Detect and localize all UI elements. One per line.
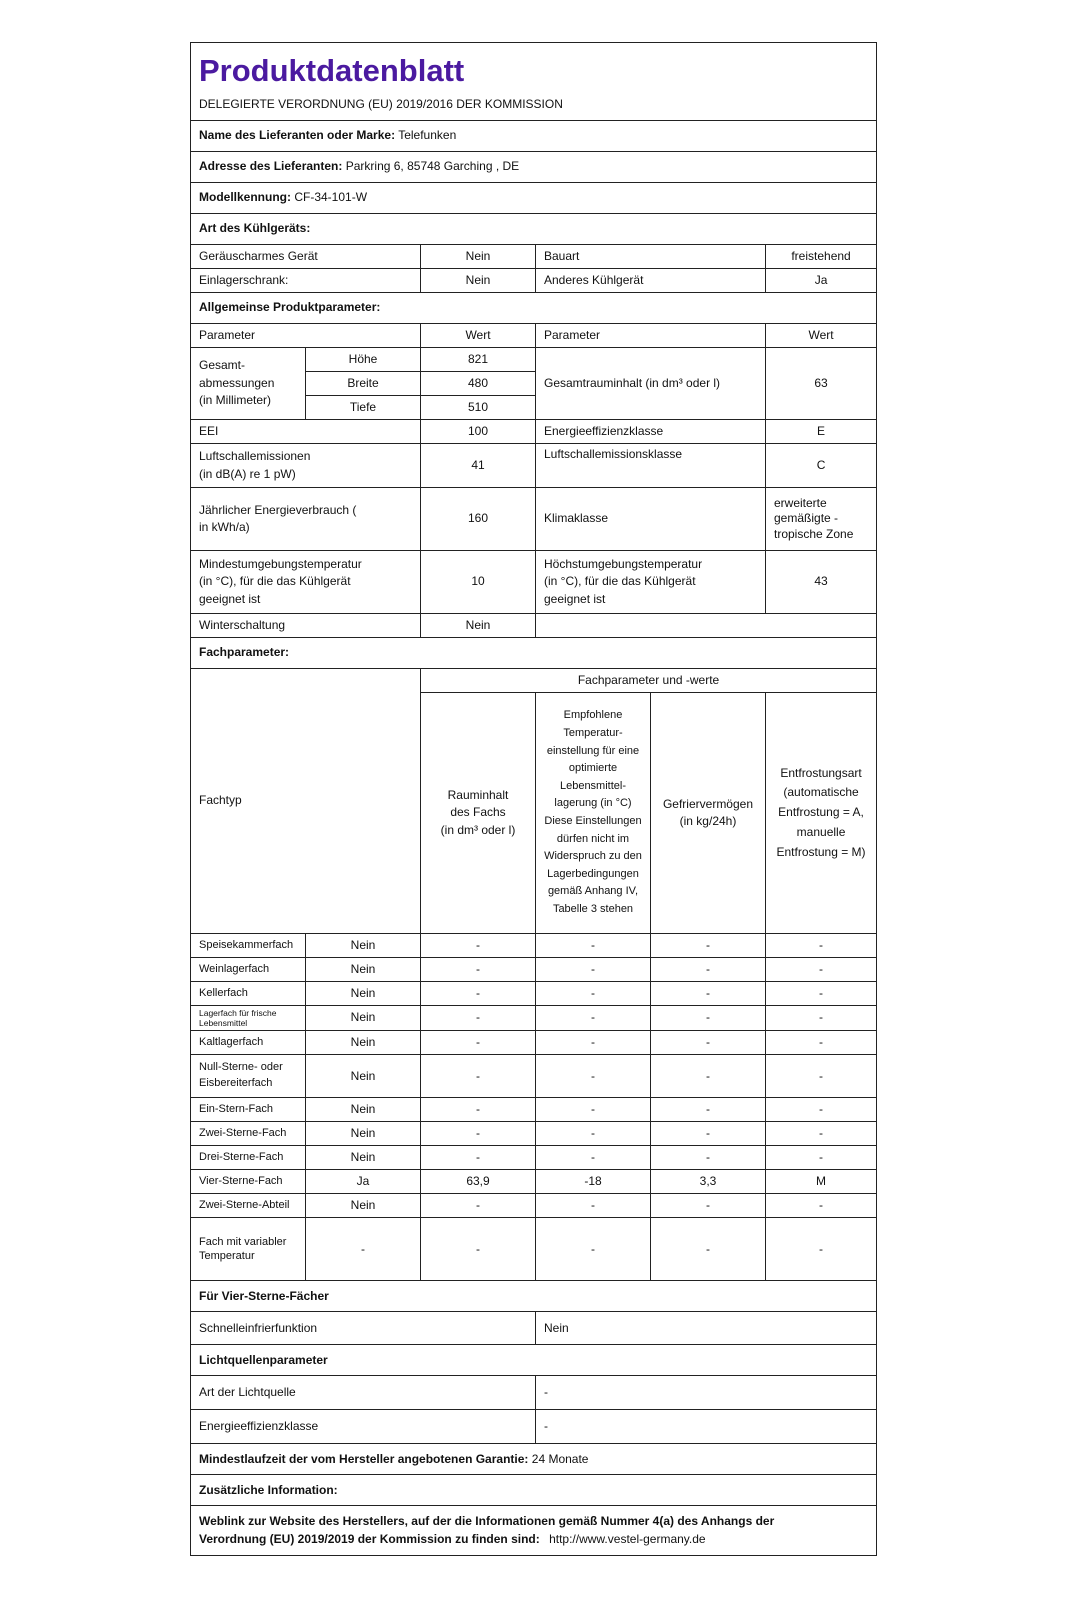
min-temp-label-line: Mindestumgebungstemperatur	[199, 556, 362, 571]
energy-class-label: Energieeffizienzklasse	[536, 420, 766, 444]
compartment-name-line: Lagerfach für frische	[199, 1008, 277, 1018]
compartment-freeze: -	[651, 1031, 766, 1055]
col-temp-header	[536, 693, 651, 934]
dimensions-label-line: abmessungen	[199, 375, 275, 390]
width-value: 480	[421, 372, 536, 396]
supplier-row	[191, 121, 877, 152]
min-temp-label	[191, 551, 421, 614]
noise-label	[191, 444, 421, 488]
compartment-name	[191, 1218, 306, 1281]
climate-class-label: Klimaklasse	[536, 488, 766, 551]
compartment-freeze: -	[651, 1006, 766, 1031]
depth-label: Tiefe	[306, 396, 421, 420]
additional-info-heading: Zusätzliche Information:	[191, 1475, 877, 1506]
min-temp-value: 10	[421, 551, 536, 614]
compartment-defrost: -	[766, 1031, 877, 1055]
compartment-defrost: -	[766, 958, 877, 982]
col-freeze-header	[651, 693, 766, 934]
light-heading: Lichtquellenparameter	[191, 1345, 877, 1376]
compartment-defrost: -	[766, 1194, 877, 1218]
compartment-freeze: -	[651, 1098, 766, 1122]
compartment-name: Kaltlagerfach	[191, 1031, 306, 1055]
weblink-url[interactable]: http://www.vestel-germany.de	[549, 1531, 706, 1546]
compartment-name: Vier-Sterne-Fach	[191, 1170, 306, 1194]
warranty-row	[191, 1444, 877, 1475]
col-defrost-header	[766, 693, 877, 934]
compartment-present: Nein	[306, 1006, 421, 1031]
col-value-1: Wert	[421, 324, 536, 348]
min-temp-label-line: (in °C), für die das Kühlgerät	[199, 574, 351, 589]
compartment-volume: -	[421, 1031, 536, 1055]
dimensions-label	[191, 348, 306, 420]
other-appliance-value: Ja	[766, 269, 877, 293]
supplier-label: Name des Lieferanten oder Marke:	[199, 128, 396, 143]
compartment-volume: -	[421, 982, 536, 1006]
model-row	[191, 183, 877, 214]
warranty-label: Mindestlaufzeit der vom Hersteller angebotenen Garantie:	[199, 1451, 529, 1466]
supplier-value: Telefunken	[398, 128, 457, 143]
model-label: Modellkennung:	[199, 190, 291, 205]
compartment-name: Speisekammerfach	[191, 934, 306, 958]
compartment-volume: -	[421, 1146, 536, 1170]
compartment-temp: -	[536, 934, 651, 958]
compartment-name: Zwei-Sterne-Abteil	[191, 1194, 306, 1218]
compartment-present: Nein	[306, 958, 421, 982]
compartment-defrost: -	[766, 982, 877, 1006]
col-value-2: Wert	[766, 324, 877, 348]
weblink-label-line: Weblink zur Website des Herstellers, auf der die Informationen gemäß Nummer 4(a) des Anhangs der	[199, 1514, 775, 1529]
header-line: Lebensmittel-	[559, 779, 627, 792]
max-temp-label	[536, 551, 766, 614]
header-line: Entfrostung = A,	[778, 805, 864, 820]
header-line: Empfohlene	[563, 709, 623, 722]
compartment-name-line: Eisbereiterfach	[199, 1077, 273, 1090]
table-row	[191, 1006, 877, 1031]
header-line: einstellung für eine	[546, 744, 640, 757]
device-type-heading: Art des Kühlgeräts:	[191, 214, 877, 245]
max-temp-label-line: Höchstumgebungstemperatur	[544, 556, 703, 571]
compartment-temp: -	[536, 1098, 651, 1122]
max-temp-label-line: geeignet ist	[544, 591, 606, 606]
noise-label-line: (in dB(A) re 1 pW)	[199, 466, 296, 481]
compartment-name: Ein-Stern-Fach	[191, 1098, 306, 1122]
wine-storage-label: Einlagerschrank:	[191, 269, 421, 293]
header-line: Lagerbedingungen	[547, 867, 639, 880]
compartment-present: Nein	[306, 934, 421, 958]
model-value: CF-34-101-W	[294, 190, 368, 205]
table-row	[191, 934, 877, 958]
winter-switch-value: Nein	[421, 614, 536, 638]
col-volume-header	[421, 693, 536, 934]
eei-label: EEI	[191, 420, 421, 444]
warranty-value: 24 Monate	[531, 1451, 589, 1466]
compartment-freeze: 3,3	[651, 1170, 766, 1194]
compartment-volume: 63,9	[421, 1170, 536, 1194]
dimensions-label-line: Gesamt-	[199, 358, 246, 373]
header-line: lagerung (in °C)	[554, 797, 632, 810]
compartment-freeze: -	[651, 1122, 766, 1146]
compartment-temp: -	[536, 1006, 651, 1031]
table-row	[191, 1031, 877, 1055]
annual-energy-label	[191, 488, 421, 551]
table-row	[191, 1146, 877, 1170]
header-cell	[191, 43, 877, 121]
width-label: Breite	[306, 372, 421, 396]
table-row	[191, 1170, 877, 1194]
header-line: (in kg/24h)	[679, 814, 737, 828]
climate-class-line: tropische Zone	[774, 526, 854, 541]
header-line: (automatische	[783, 785, 859, 800]
compartment-present: Nein	[306, 1055, 421, 1098]
compartment-present: Nein	[306, 1031, 421, 1055]
climate-class-line: gemäßigte -	[774, 511, 839, 526]
max-temp-value: 43	[766, 551, 877, 614]
table-row	[191, 1098, 877, 1122]
eei-value: 100	[421, 420, 536, 444]
compartment-name: Weinlagerfach	[191, 958, 306, 982]
compartment-present: Nein	[306, 1122, 421, 1146]
compartment-defrost: -	[766, 1055, 877, 1098]
dimensions-label-line: (in Millimeter)	[199, 393, 271, 408]
compartment-group-header: Fachparameter und -werte	[421, 669, 877, 693]
compartment-name-line: Fach mit variabler	[199, 1235, 287, 1248]
compartment-volume: -	[421, 934, 536, 958]
address-row	[191, 152, 877, 183]
header-line: Rauminhalt	[447, 787, 509, 802]
table-row	[191, 1194, 877, 1218]
header-line: Entfrostungsart	[780, 765, 862, 780]
compartment-present: Nein	[306, 1098, 421, 1122]
compartment-defrost: -	[766, 934, 877, 958]
compartment-freeze: -	[651, 934, 766, 958]
compartment-temp: -	[536, 1031, 651, 1055]
compartment-volume: -	[421, 1006, 536, 1031]
compartment-name-line: Temperatur	[199, 1250, 255, 1263]
header-line: optimierte	[568, 762, 618, 775]
table-row	[191, 982, 877, 1006]
compartment-freeze: -	[651, 982, 766, 1006]
table-row	[191, 1218, 877, 1281]
four-star-heading: Für Vier-Sterne-Fächer	[191, 1281, 877, 1312]
table-row	[191, 1122, 877, 1146]
compartment-temp: -	[536, 1194, 651, 1218]
quick-freeze-value: Nein	[536, 1312, 877, 1345]
empty-cell	[536, 614, 877, 638]
regulation-subtitle: DELEGIERTE VERORDNUNG (EU) 2019/2016 DER KOMMISSION	[199, 96, 563, 111]
low-noise-value: Nein	[421, 245, 536, 269]
compartment-present: -	[306, 1218, 421, 1281]
annual-energy-label-line: Jährlicher Energieverbrauch (	[199, 502, 357, 517]
compartment-volume: -	[421, 1218, 536, 1281]
noise-label-line: Luftschallemissionen	[199, 449, 311, 464]
header-line: des Fachs	[450, 805, 506, 820]
light-type-value: -	[536, 1376, 877, 1410]
quick-freeze-label: Schnelleinfrierfunktion	[191, 1312, 536, 1345]
design-value: freistehend	[766, 245, 877, 269]
climate-class-value	[766, 488, 877, 551]
compartment-temp: -	[536, 958, 651, 982]
address-label: Adresse des Lieferanten:	[199, 159, 343, 174]
compartment-name: Kellerfach	[191, 982, 306, 1006]
total-volume-value: 63	[766, 348, 877, 420]
compartment-present: Nein	[306, 1194, 421, 1218]
noise-class-label: Luftschallemissionsklasse	[536, 444, 766, 488]
compartment-freeze: -	[651, 1218, 766, 1281]
compartment-freeze: -	[651, 958, 766, 982]
weblink-label-line: Verordnung (EU) 2019/2019 der Kommission zu finden sind:	[199, 1531, 540, 1546]
compartment-freeze: -	[651, 1055, 766, 1098]
header-line: Diese Einstellungen	[544, 815, 642, 827]
compartment-temp: -	[536, 1122, 651, 1146]
low-noise-label: Geräuscharmes Gerät	[191, 245, 421, 269]
energy-class-value: E	[766, 420, 877, 444]
data-sheet-table	[190, 42, 877, 1556]
page-title: Produktdatenblatt	[199, 52, 465, 88]
compartment-present: Ja	[306, 1170, 421, 1194]
compartment-freeze: -	[651, 1194, 766, 1218]
compartment-temp: -	[536, 1146, 651, 1170]
compartment-present: Nein	[306, 982, 421, 1006]
header-line: dürfen nicht im	[556, 832, 630, 845]
header-line: Entfrostung = M)	[776, 844, 866, 859]
col-parameter-1: Parameter	[191, 324, 421, 348]
max-temp-label-line: (in °C), für die das Kühlgerät	[544, 574, 696, 589]
other-appliance-label: Anderes Kühlgerät	[536, 269, 766, 293]
annual-energy-label-line: in kWh/a)	[199, 520, 250, 534]
address-value: Parkring 6, 85748 Garching , DE	[345, 159, 520, 174]
compartment-defrost: -	[766, 1122, 877, 1146]
noise-class-value: C	[766, 444, 877, 488]
compartment-temp: -	[536, 1055, 651, 1098]
compartment-volume: -	[421, 1055, 536, 1098]
wine-storage-value: Nein	[421, 269, 536, 293]
light-type-label: Art der Lichtquelle	[191, 1376, 536, 1410]
height-value: 821	[421, 348, 536, 372]
general-params-heading: Allgemeinse Produktparameter:	[191, 293, 877, 324]
col-parameter-2: Parameter	[536, 324, 766, 348]
compartment-volume: -	[421, 958, 536, 982]
compartment-defrost: -	[766, 1006, 877, 1031]
compartment-name: Zwei-Sterne-Fach	[191, 1122, 306, 1146]
noise-value: 41	[421, 444, 536, 488]
weblink-row	[191, 1506, 877, 1556]
compartment-volume: -	[421, 1122, 536, 1146]
compartment-name	[191, 1055, 306, 1098]
compartment-name-line: Lebensmittel	[199, 1018, 248, 1029]
light-class-value: -	[536, 1410, 877, 1444]
design-label: Bauart	[536, 245, 766, 269]
compartment-volume: -	[421, 1098, 536, 1122]
light-class-label: Energieeffizienzklasse	[191, 1410, 536, 1444]
annual-energy-value: 160	[421, 488, 536, 551]
compartment-name: Drei-Sterne-Fach	[191, 1146, 306, 1170]
compartment-freeze: -	[651, 1146, 766, 1170]
compartment-defrost: -	[766, 1098, 877, 1122]
compartment-temp: -	[536, 982, 651, 1006]
compartment-defrost: M	[766, 1170, 877, 1194]
table-row	[191, 1055, 877, 1098]
compartment-volume: -	[421, 1194, 536, 1218]
compartment-temp: -	[536, 1218, 651, 1281]
compartment-present: Nein	[306, 1146, 421, 1170]
compartment-defrost: -	[766, 1146, 877, 1170]
header-line: Tabelle 3 stehen	[552, 902, 634, 915]
header-line: Temperatur-	[563, 727, 623, 740]
table-row	[191, 958, 877, 982]
header-line: manuelle	[796, 824, 846, 839]
header-line: gemäß Anhang IV,	[547, 885, 639, 898]
climate-class-line: erweiterte	[774, 495, 827, 510]
height-label: Höhe	[306, 348, 421, 372]
header-line: Gefriervermögen	[662, 796, 754, 811]
depth-value: 510	[421, 396, 536, 420]
total-volume-label: Gesamtrauminhalt (in dm³ oder l)	[536, 348, 766, 420]
fachtyp-header: Fachtyp	[191, 669, 421, 934]
compartment-temp: -18	[536, 1170, 651, 1194]
min-temp-label-line: geeignet ist	[199, 591, 261, 606]
header-line: Widerspruch zu den	[544, 850, 642, 863]
product-data-sheet	[190, 42, 876, 1556]
compartment-name-line: Null-Sterne- oder	[199, 1061, 283, 1074]
compartment-defrost: -	[766, 1218, 877, 1281]
header-line: (in dm³ oder l)	[440, 822, 516, 837]
compartment-name	[191, 1006, 306, 1031]
compartments-heading: Fachparameter:	[191, 638, 877, 669]
winter-switch-label: Winterschaltung	[191, 614, 421, 638]
